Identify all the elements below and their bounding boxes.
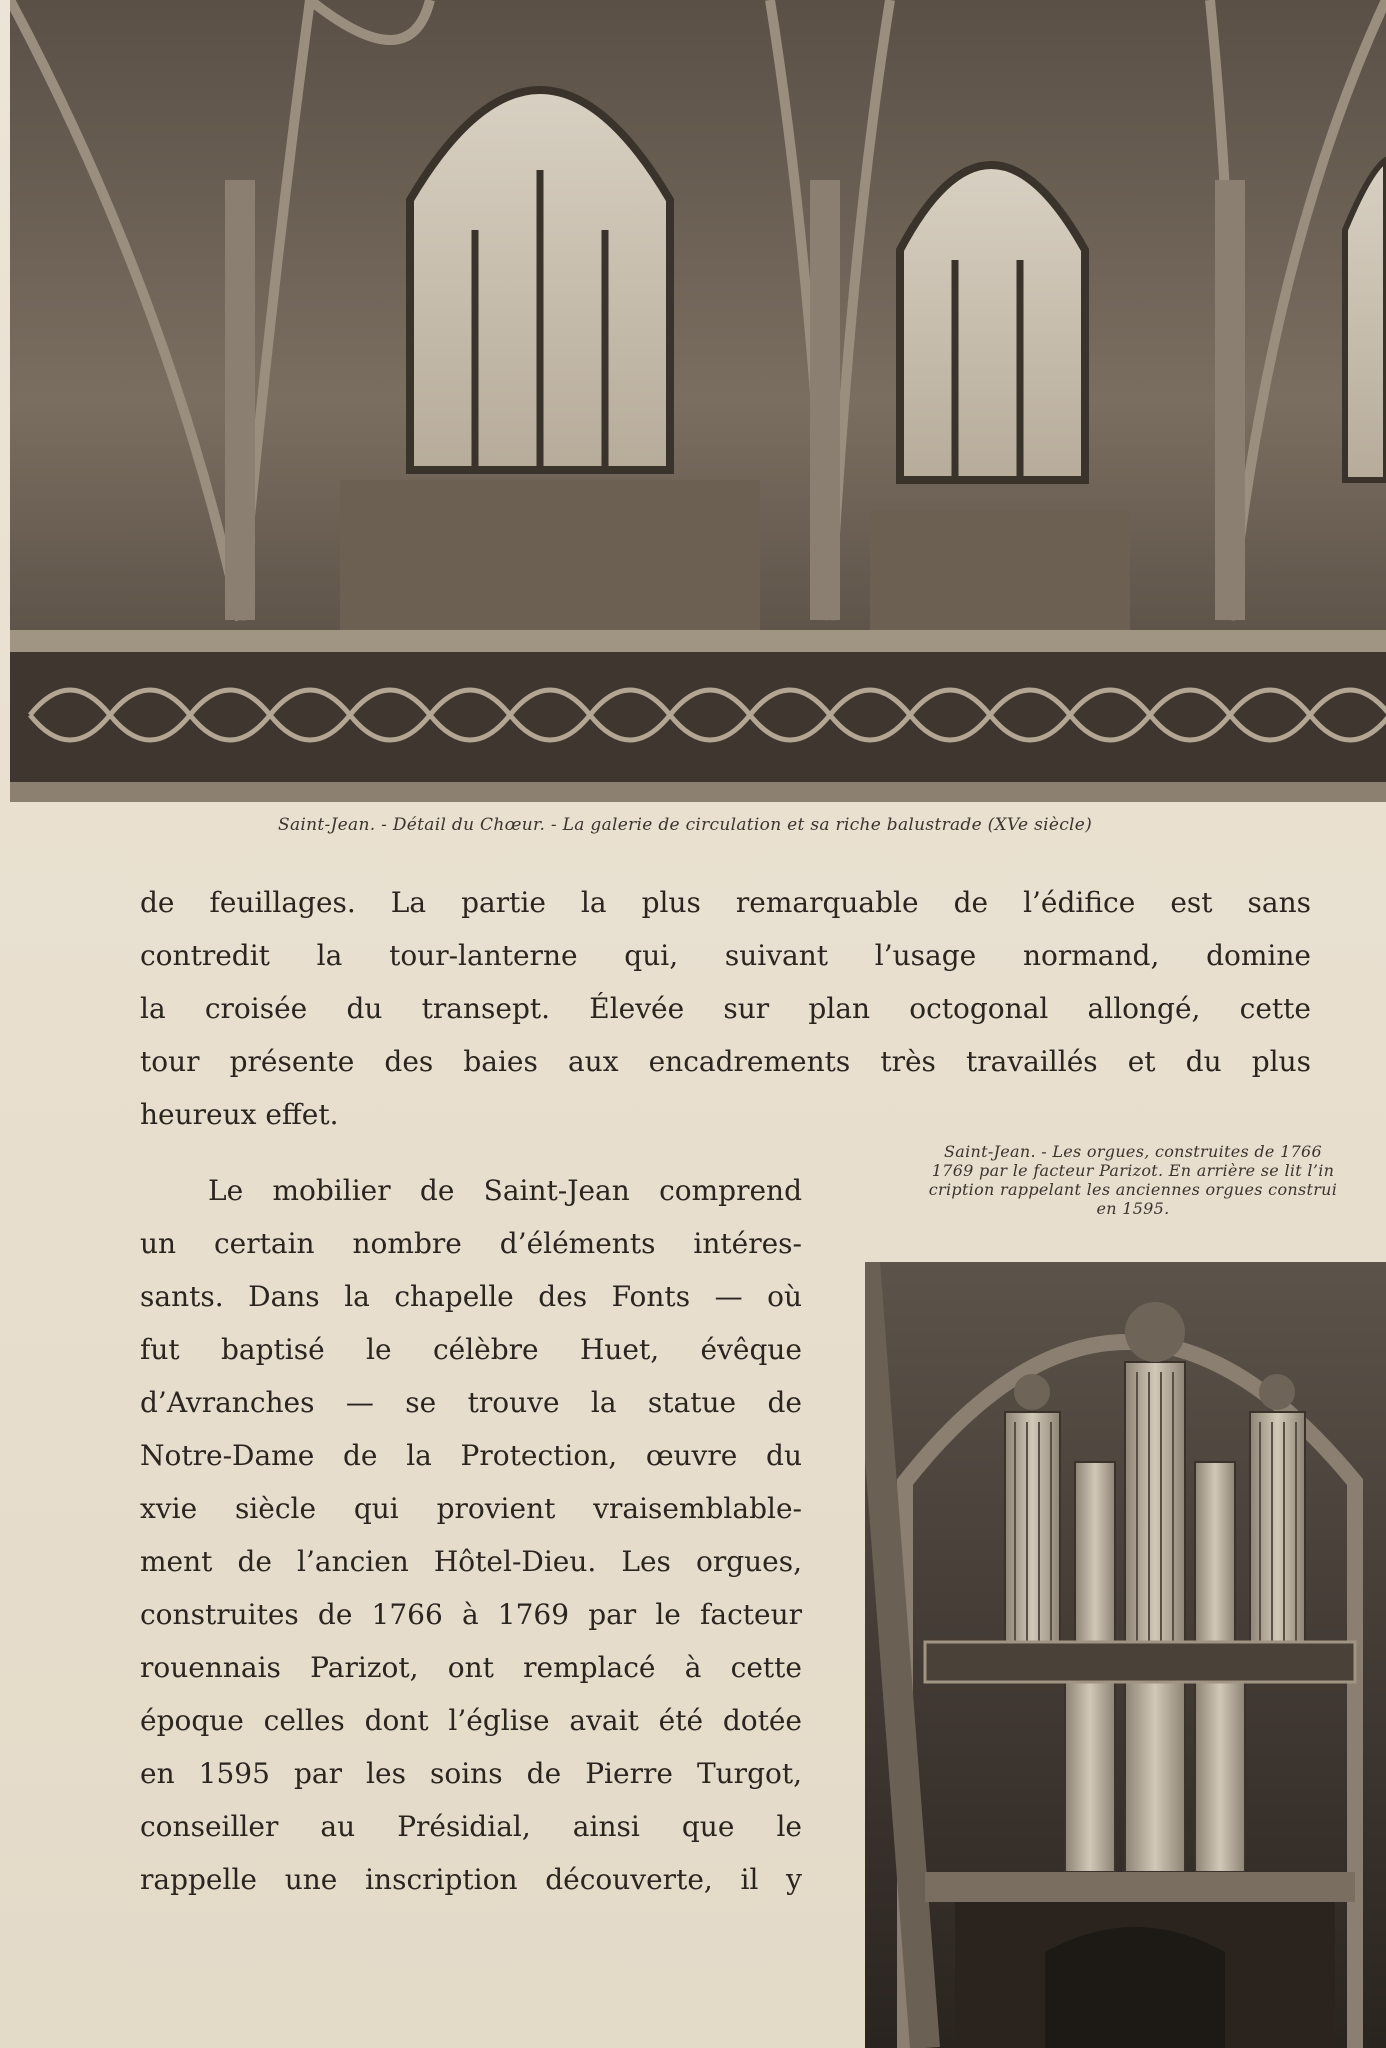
text-line: un certain nombre d’éléments intéres-	[140, 1227, 802, 1260]
text-line: xvie siècle qui provient vraisemblable-	[140, 1492, 802, 1525]
text-line: époque celles dont l’église avait été dotée	[140, 1704, 802, 1737]
text-line: conseiller au Présidial, ainsi que le	[140, 1810, 802, 1843]
choir-gallery-photo	[10, 0, 1386, 802]
text-line: en 1595 par les soins de Pierre Turgot,	[140, 1757, 802, 1790]
organ-illustration	[865, 1262, 1386, 2048]
caption-line: Saint-Jean. - Les orgues, construites de 1766	[943, 1142, 1323, 1161]
text-line: contredit la tour-lanterne qui, suivant l’usage normand, domine	[140, 939, 1311, 972]
text-line: rouennais Parizot, ont remplacé à cette	[140, 1651, 802, 1684]
text-line: heureux effet.	[140, 1098, 339, 1131]
choir-photo-caption: Saint-Jean. - Détail du Chœur. - La galerie de circulation et sa riche balustrade (XVe siècle)	[278, 815, 1093, 835]
text-line: fut baptisé le célèbre Huet, évêque	[140, 1333, 802, 1366]
text-line: Notre-Dame de la Protection, œuvre du	[140, 1439, 802, 1472]
text-line: de feuillages. La partie la plus remarquable de l’édifice est sans	[140, 886, 1311, 919]
text-line: d’Avranches — se trouve la statue de	[140, 1386, 802, 1419]
text-line: tour présente des baies aux encadrements très travaillés et du plus	[140, 1045, 1311, 1078]
text-line: ment de l’ancien Hôtel-Dieu. Les orgues,	[140, 1545, 802, 1578]
organ-photo	[865, 1262, 1386, 2048]
caption-line: 1769 par le facteur Parizot. En arrière se lit l’in	[931, 1161, 1335, 1180]
text-line: construites de 1766 à 1769 par le facteur	[140, 1598, 802, 1631]
text-line: Le mobilier de Saint-Jean comprend	[208, 1174, 802, 1207]
text-line: sants. Dans la chapelle des Fonts — où	[140, 1280, 802, 1313]
text-line: rappelle une inscription découverte, il y	[140, 1863, 802, 1896]
text-line: la croisée du transept. Élevée sur plan octogonal allongé, cette	[140, 992, 1311, 1025]
paragraph-furnishings	[140, 1164, 802, 1906]
organ-photo-caption	[880, 1142, 1386, 1218]
caption-line: en 1595.	[1096, 1199, 1170, 1218]
choir-gallery-illustration	[10, 0, 1386, 802]
caption-line: cription rappelant les anciennes orgues construi	[928, 1180, 1338, 1199]
paragraph-lantern-tower	[140, 876, 1311, 1141]
